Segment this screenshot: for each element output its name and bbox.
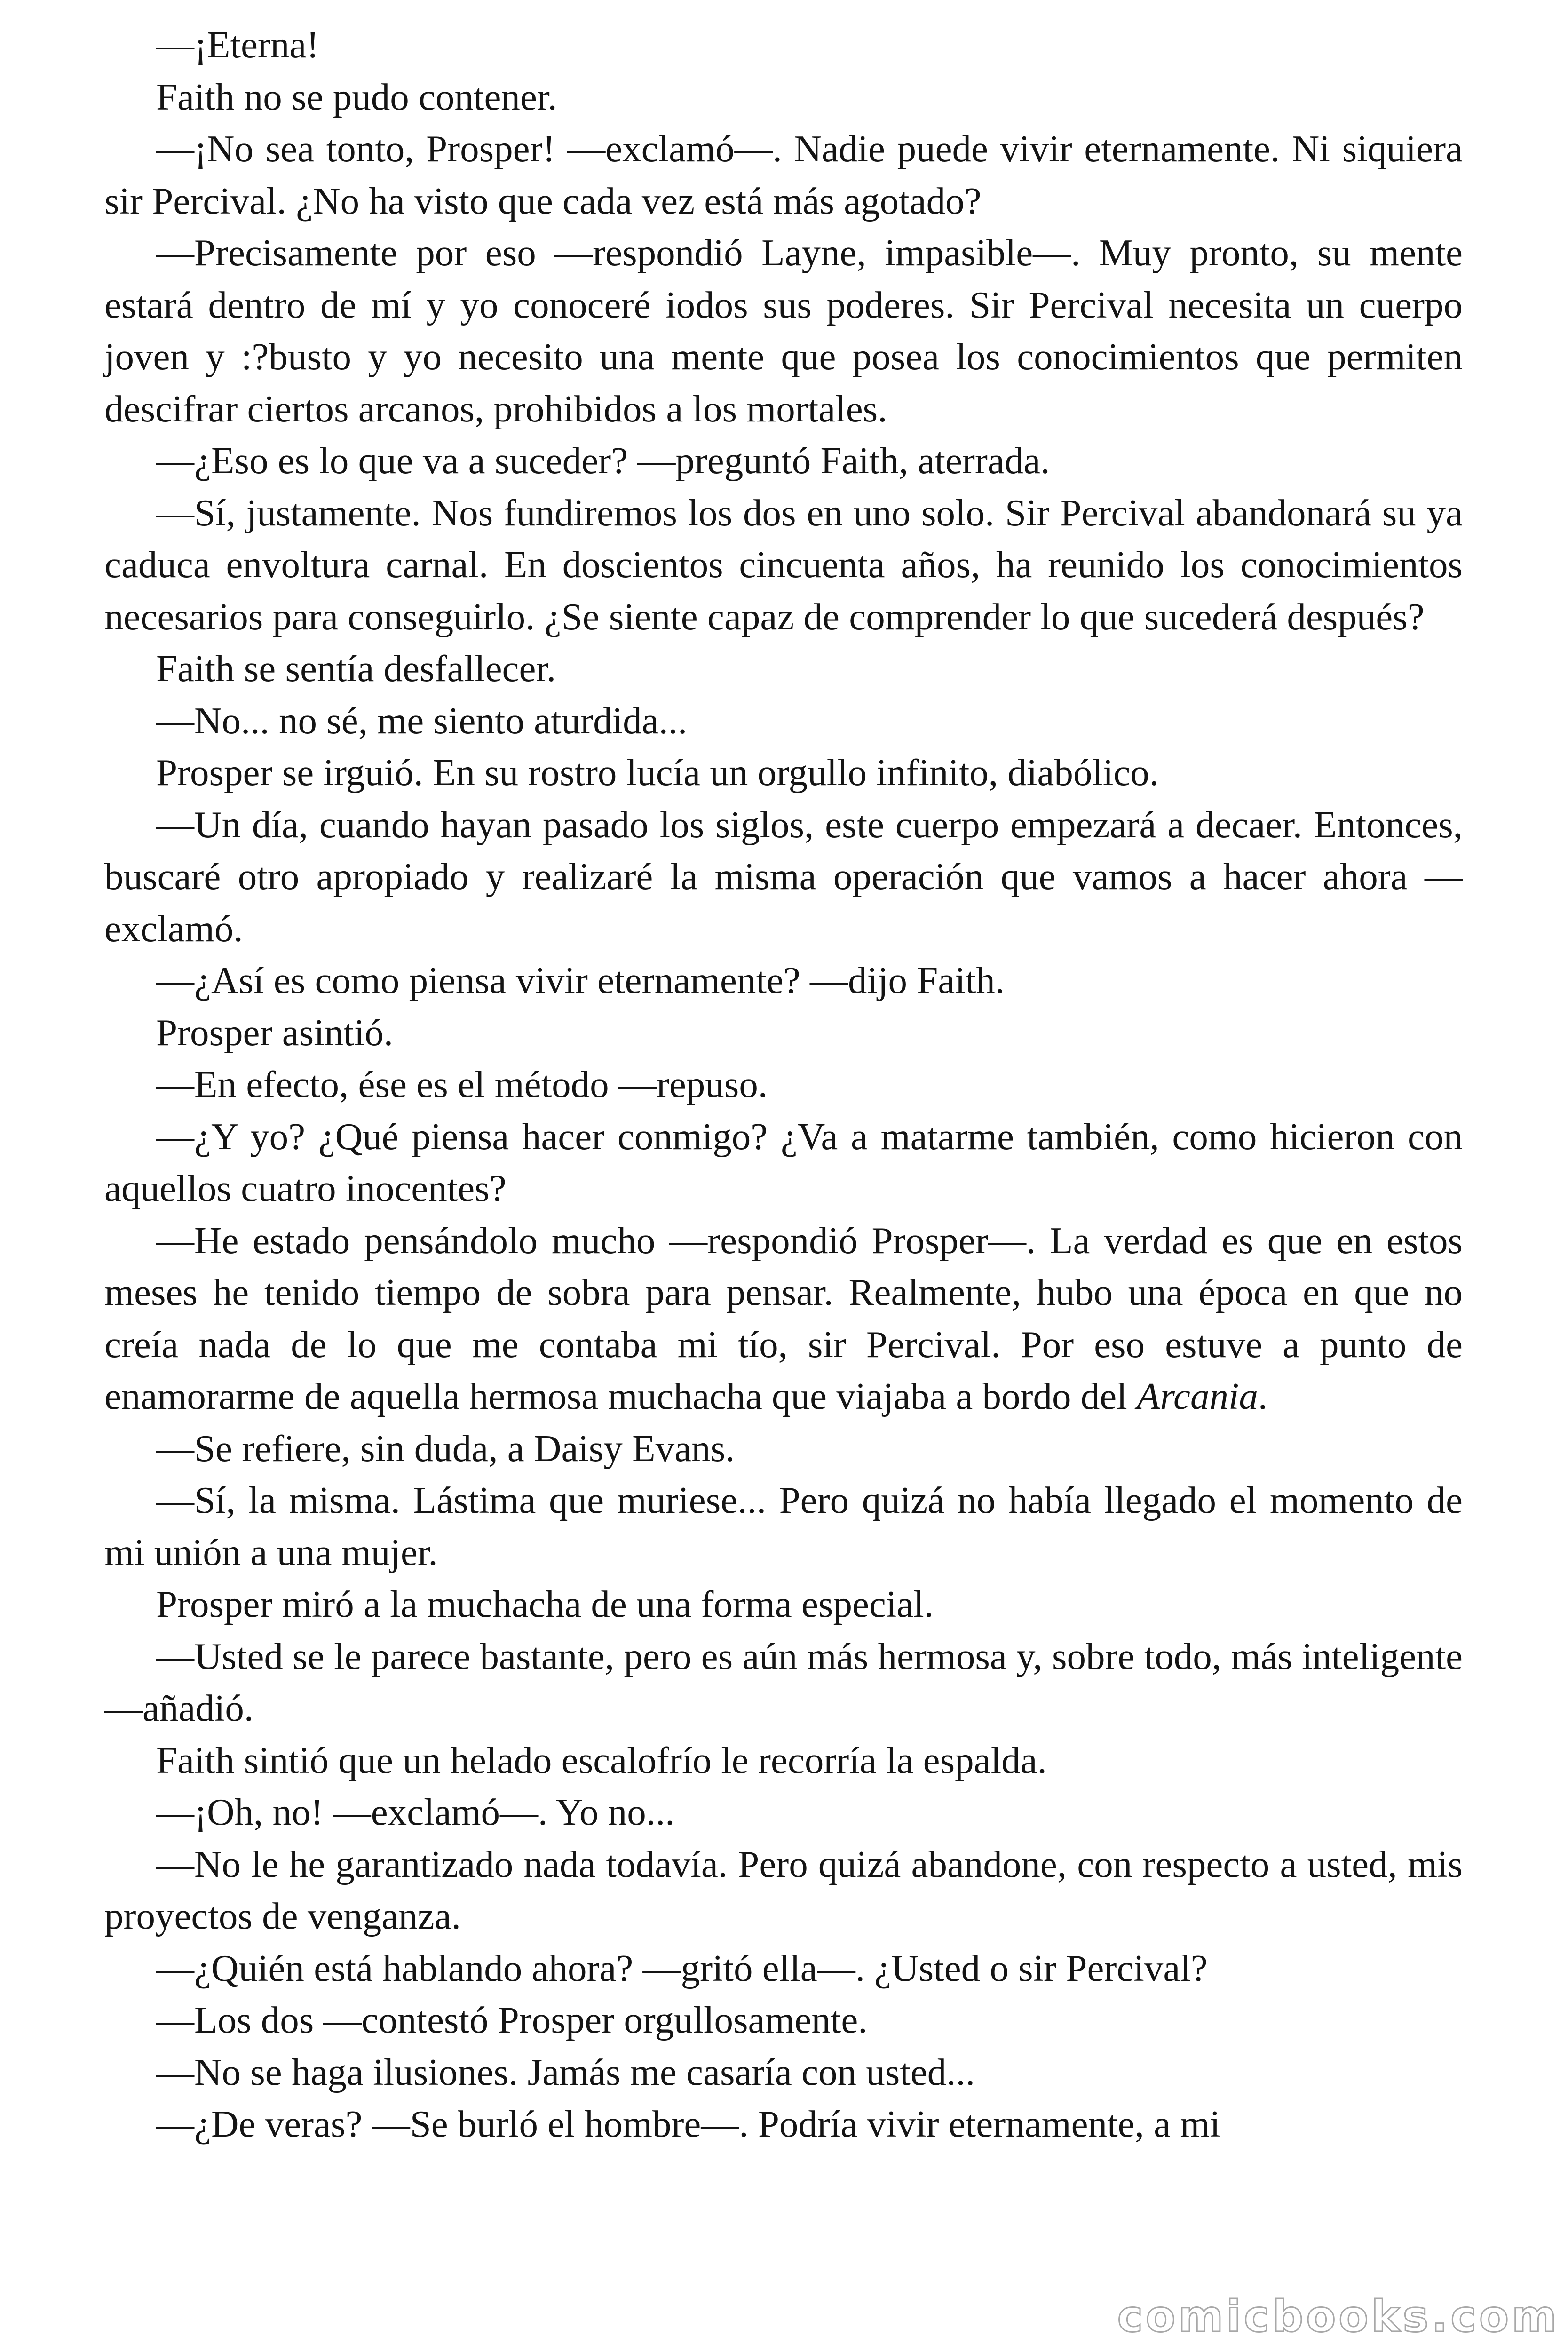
paragraph-7: Faith se sentía desfallecer. bbox=[156, 647, 556, 690]
paragraph-2: Faith no se pudo contener. bbox=[156, 75, 557, 118]
paragraph-1: —¡Eterna! bbox=[156, 24, 319, 66]
paragraph-14: —¿Y yo? ¿Qué piensa hacer conmigo? ¿Va a matarme también, como hicieron con aquellos cuatro inocentes? bbox=[104, 1115, 1463, 1209]
paragraph-11: —¿Así es como piensa vivir eternamente? —dijo Faith. bbox=[156, 959, 1005, 1001]
paragraph-4: —Precisamente por eso —respondió Layne, impasible—. Muy pronto, su mente estará dentro de mí y yo conoceré iodos sus poderes. Sir Percival necesita un cuerpo joven y :?busto y yo necesito una mente que posea los conocimientos que permiten descifrar ciertos arcanos, prohibidos a los mortales. bbox=[104, 231, 1463, 430]
paragraph-13: —En efecto, ése es el método —repuso. bbox=[156, 1063, 768, 1105]
paragraph-22: —No le he garantizado nada todavía. Pero quizá abandone, con respecto a usted, mis proyectos de venganza. bbox=[104, 1843, 1463, 1937]
watermark-logo: comicbooks.com bbox=[1117, 2291, 1560, 2342]
page-text bbox=[104, 19, 1463, 2150]
ship-name-period: . bbox=[1258, 1375, 1268, 1417]
paragraph-6: —Sí, justamente. Nos fundiremos los dos en uno solo. Sir Percival abandonará su ya caduca envoltura carnal. En doscientos cincuenta años, ha reunido los conocimientos necesarios para conseguirlo. ¿Se siente capaz de comprender lo que sucederá después? bbox=[104, 491, 1463, 638]
paragraph-3: —¡No sea tonto, Prosper! —exclamó—. Nadie puede vivir eternamente. Ni siquiera sir Percival. ¿No ha visto que cada vez está más agotado? bbox=[104, 127, 1463, 222]
paragraph-19: —Usted se le parece bastante, pero es aún más hermosa y, sobre todo, más inteligente —añadió. bbox=[104, 1635, 1463, 1729]
paragraph-15 bbox=[104, 1215, 1463, 1422]
paragraph-20: Faith sintió que un helado escalofrío le recorría la espalda. bbox=[156, 1739, 1047, 1781]
paragraph-25: —No se haga ilusiones. Jamás me casaría con usted... bbox=[156, 2050, 975, 2093]
paragraph-15-text: —He estado pensándolo mucho —respondió Prosper—. La verdad es que en estos meses he tenido tiempo de sobra para pensar. Realmente, hubo una época en que no creía nada de lo que me contaba mi tío, sir Percival. Por eso estuve a punto de enamorarme de aquella hermosa muchacha que viajaba a bordo del bbox=[104, 1219, 1463, 1417]
paragraph-24: —Los dos —contestó Prosper orgullosamente. bbox=[156, 1999, 868, 2041]
paragraph-8: —No... no sé, me siento aturdida... bbox=[156, 699, 688, 742]
paragraph-5: —¿Eso es lo que va a suceder? —preguntó Faith, aterrada. bbox=[156, 439, 1050, 482]
paragraph-23: —¿Quién está hablando ahora? —gritó ella—. ¿Usted o sir Percival? bbox=[156, 1947, 1208, 1989]
paragraph-17: —Sí, la misma. Lástima que muriese... Pero quizá no había llegado el momento de mi unión a una mujer. bbox=[104, 1479, 1463, 1573]
ship-name: Arcania bbox=[1137, 1375, 1258, 1417]
paragraph-21: —¡Oh, no! —exclamó—. Yo no... bbox=[156, 1791, 675, 1833]
paragraph-18: Prosper miró a la muchacha de una forma especial. bbox=[156, 1583, 934, 1625]
paragraph-26: —¿De veras? —Se burló el hombre—. Podría vivir eternamente, a mi bbox=[156, 2103, 1220, 2145]
paragraph-10: —Un día, cuando hayan pasado los siglos, este cuerpo empezará a decaer. Entonces, buscaré otro apropiado y realizaré la misma operación que vamos a hacer ahora —exclamó. bbox=[104, 803, 1463, 950]
paragraph-16: —Se refiere, sin duda, a Daisy Evans. bbox=[156, 1427, 735, 1470]
paragraph-9: Prosper se irguió. En su rostro lucía un orgullo infinito, diabólico. bbox=[156, 751, 1159, 794]
paragraph-12: Prosper asintió. bbox=[156, 1011, 393, 1054]
